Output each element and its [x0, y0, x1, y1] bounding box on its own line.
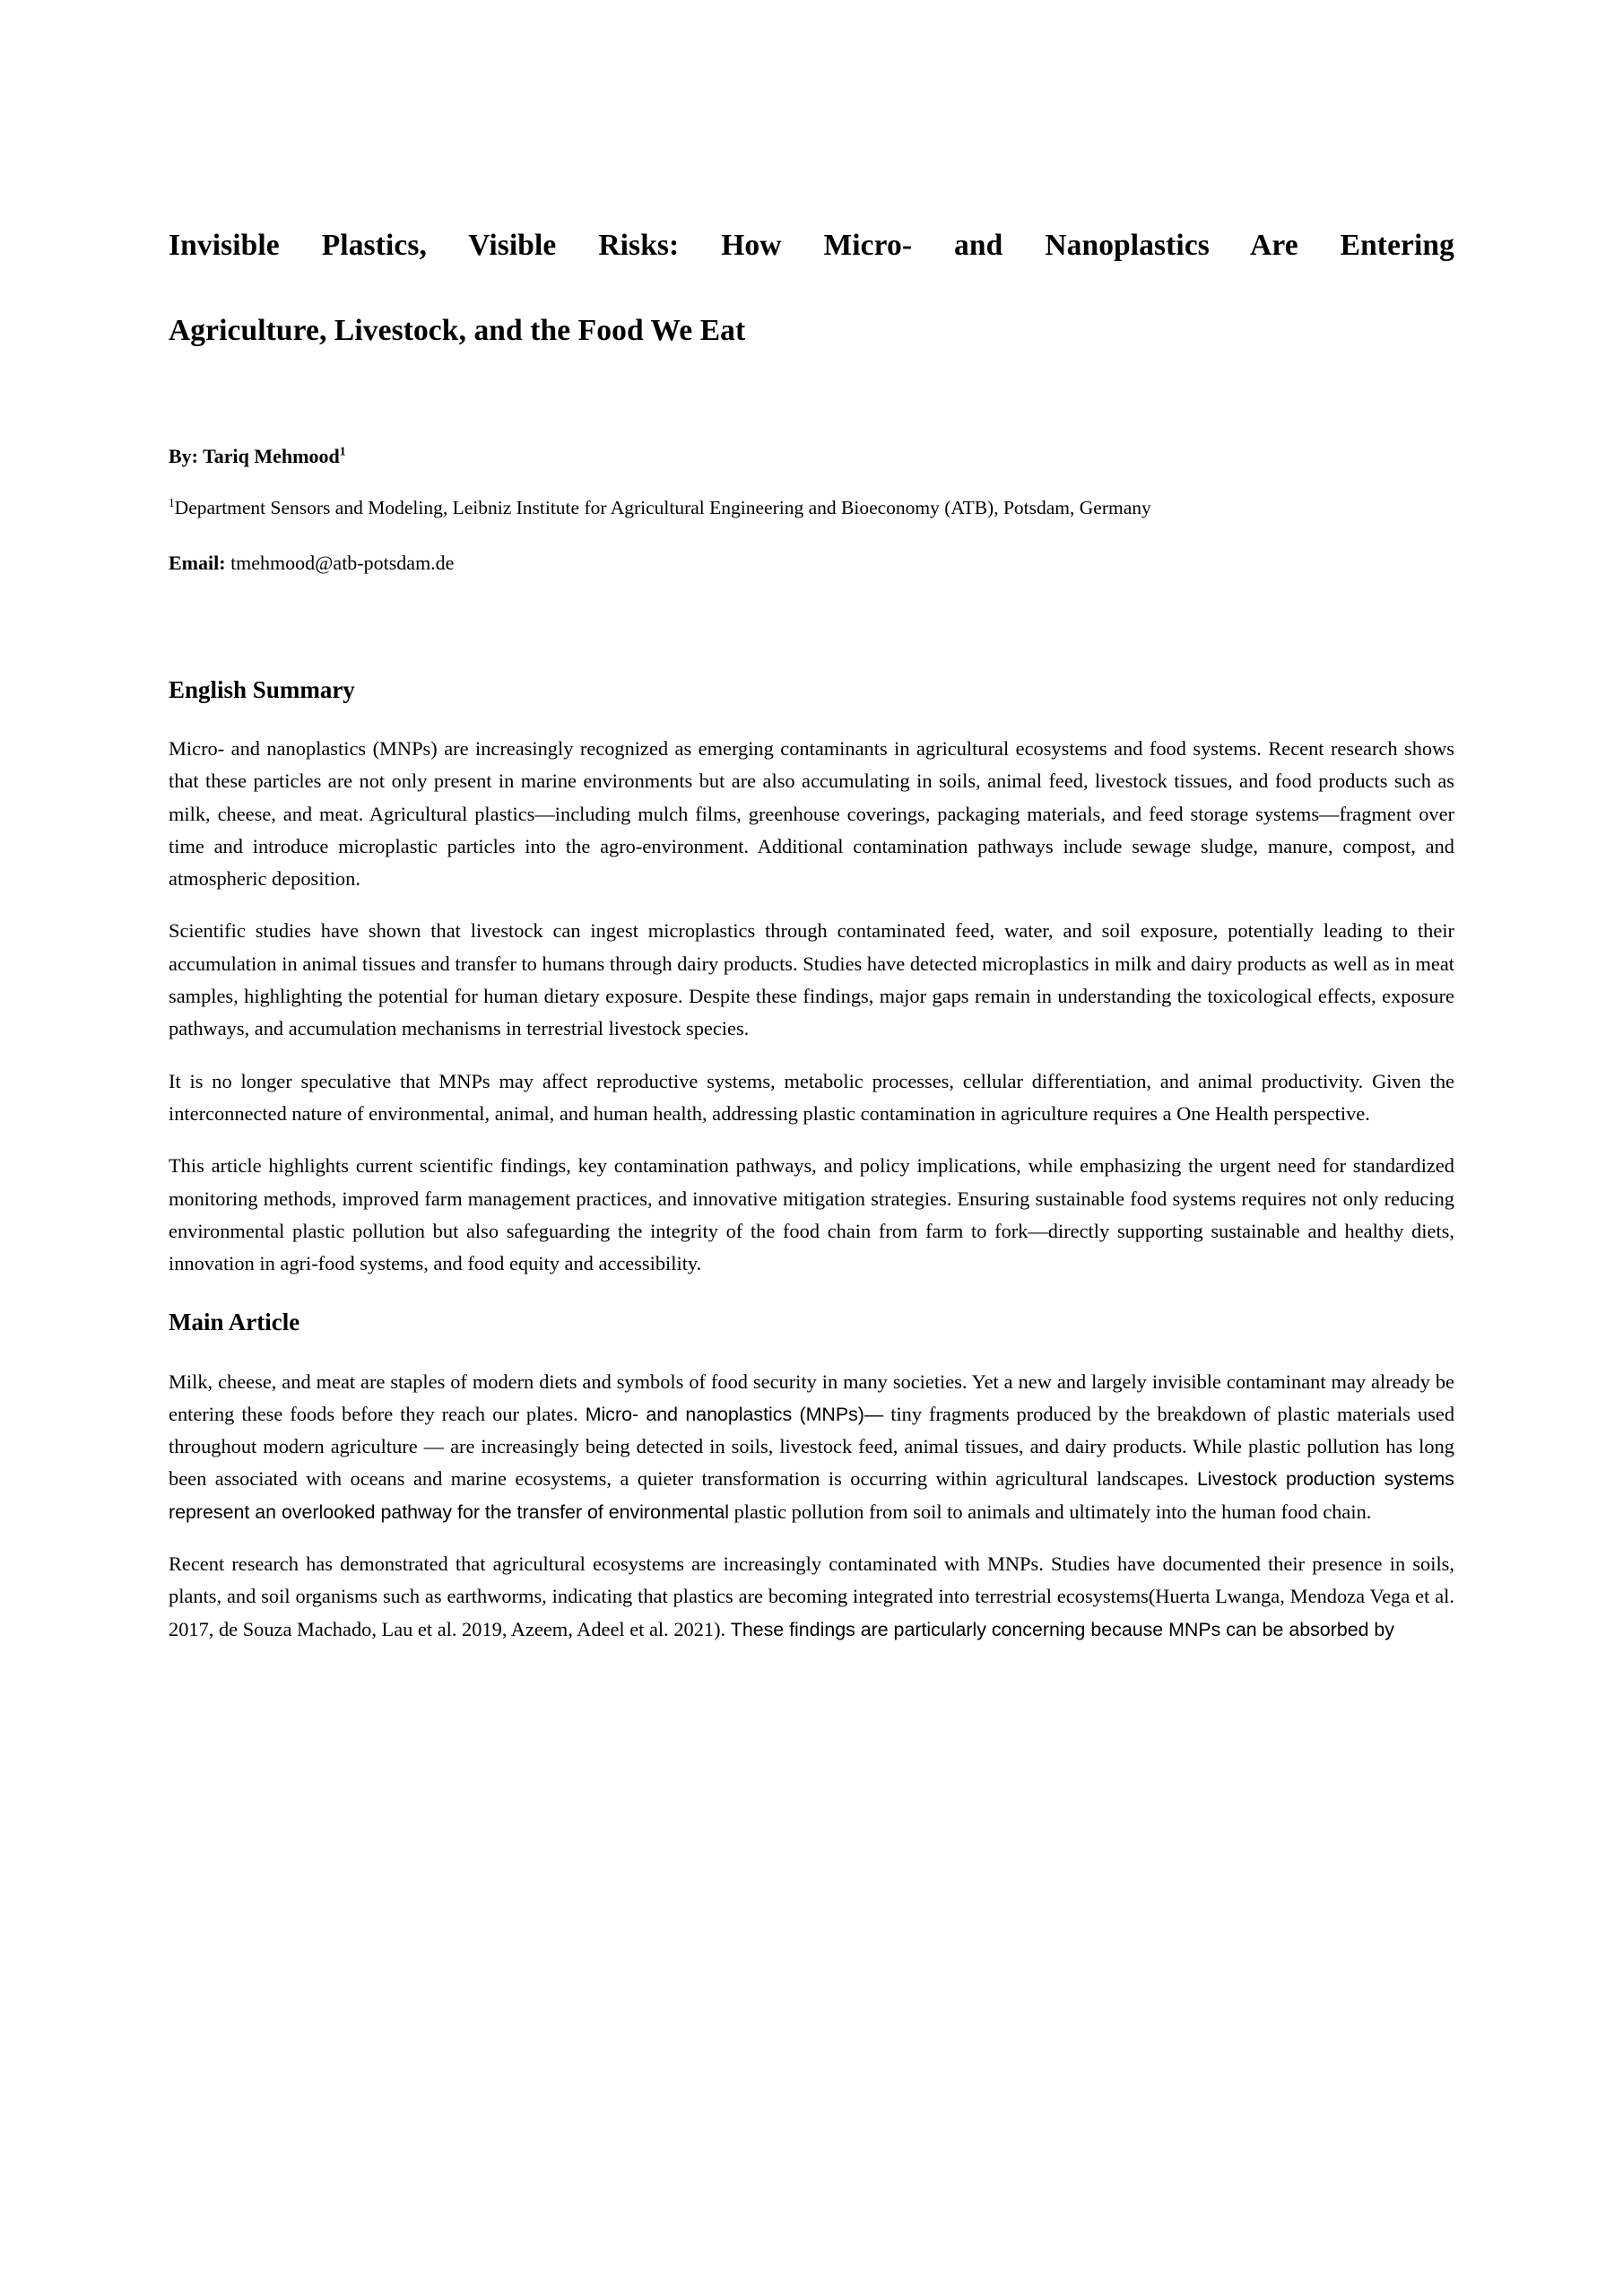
section-heading-main-article: Main Article — [169, 1309, 300, 1336]
page-title — [169, 224, 1454, 352]
affiliation — [169, 493, 1454, 523]
summary-paragraph-1: Micro- and nanoplastics (MNPs) are increasingly recognized as emerging contaminants in agricultural ecosystems and food systems. Recent research shows that these particles are not only present in marine environments but are also accumulating in soils, animal feed, livestock tissues, and food products such as milk, cheese, and meat. Agricultural plastics—including mulch films, greenhouse coverings, packaging materials, and feed storage systems—fragment over time and introduce microplastic particles into the agro-environment. Additional contamination pathways include sewage sludge, manure, compost, and atmospheric deposition. — [169, 736, 1454, 891]
main-article-section — [169, 1307, 1454, 1645]
byline-affiliation-marker: 1 — [339, 444, 346, 458]
main-p1-serif-c: plastic pollution from soil to animals and ultimately into the human food chain. — [728, 1500, 1372, 1523]
summary-paragraph-3: It is no longer speculative that MNPs may affect reproductive systems, metabolic processes, cellular differentiation, and animal productivity. Given the interconnected nature of environmental, animal, and human health, addressing plastic contamination in agriculture requires a One Health perspective. — [169, 1069, 1454, 1125]
main-p1-sans-b: Livestock production systems represent an overlooked pathway for the transfer of environmental — [169, 1468, 1454, 1523]
main-p1-serif-a: Milk, cheese, and meat are staples of modern diets and symbols of food security in many societies. Yet a new and largely invisible contaminant may already be entering these foods before they reach our plates. — [169, 1370, 1454, 1425]
affiliation-text: Department Sensors and Modeling, Leibniz Institute for Agricultural Engineering and Bioeconomy (ATB), Potsdam, Germany — [174, 496, 1151, 518]
main-p2-sans-a: These findings are particularly concerning because MNPs can be absorbed by — [730, 1618, 1394, 1640]
main-p1-serif-b: tiny fragments produced by the breakdown of plastic materials used throughout modern agriculture — are increasingly being detected in soils, livestock feed, animal tissues, and dairy products. While plastic pollution has long been associated with oceans and marine ecosystems, a quieter transformation is occurring within agricultural landscapes. — [169, 1402, 1455, 1491]
section-heading-english-summary: English Summary — [169, 675, 355, 703]
main-p2-serif-a: Recent research has demonstrated that agricultural ecosystems are increasingly contaminated with MNPs. Studies have documented their presence in soils, plants, and soil organisms such as earthworms, indicating that plastics are becoming integrated into terrestrial ecosystems(Huerta Lwanga, Mendoza Vega et al. 2017, de Souza Machado, Lau et al. 2019, Azeem, Adeel et al. 2021). — [169, 1552, 1454, 1640]
email-label: Email: — [169, 551, 226, 574]
page-title-line-1: Invisible Plastics, Visible Risks: How Micro- and Nanoplastics Are Entering — [169, 229, 1454, 262]
main-paragraph-2 — [169, 1548, 1454, 1646]
author-block — [169, 442, 1454, 578]
byline-text: By: Tariq Mehmood — [169, 444, 340, 467]
email-line — [169, 548, 1454, 578]
page-content — [169, 224, 1454, 1646]
main-p1-sans-a: Micro- and nanoplastics (MNPs)— — [585, 1403, 884, 1425]
affiliation-marker: 1 — [169, 495, 175, 509]
english-summary-section — [169, 674, 1454, 1281]
page-title-line-2: Agriculture, Livestock, and the Food We Eat — [169, 314, 746, 348]
summary-paragraph-2: Scientific studies have shown that livestock can ingest microplastics through contaminated feed, water, and soil exposure, potentially leading to their accumulation in animal tissues and transfer to humans through dairy products. Studies have detected microplastics in milk and dairy products as well as in meat samples, highlighting the potential for human dietary exposure. Despite these findings, major gaps remain in understanding the toxicological effects, exposure pathways, and accumulation mechanisms in terrestrial livestock species. — [169, 919, 1454, 1040]
byline — [169, 442, 1454, 471]
summary-paragraph-4: This article highlights current scientific findings, key contamination pathways, and policy implications, while emphasizing the urgent need for standardized monitoring methods, improved farm management practices, and innovative mitigation strategies. Ensuring sustainable food systems requires not only reducing environmental plastic pollution but also safeguarding the integrity of the food chain from farm to fork—directly supporting sustainable and healthy diets, innovation in agri-food systems, and food equity and accessibility. — [169, 1154, 1454, 1275]
main-paragraph-1 — [169, 1366, 1454, 1528]
email-address[interactable]: tmehmood@atb-potsdam.de — [230, 551, 455, 574]
